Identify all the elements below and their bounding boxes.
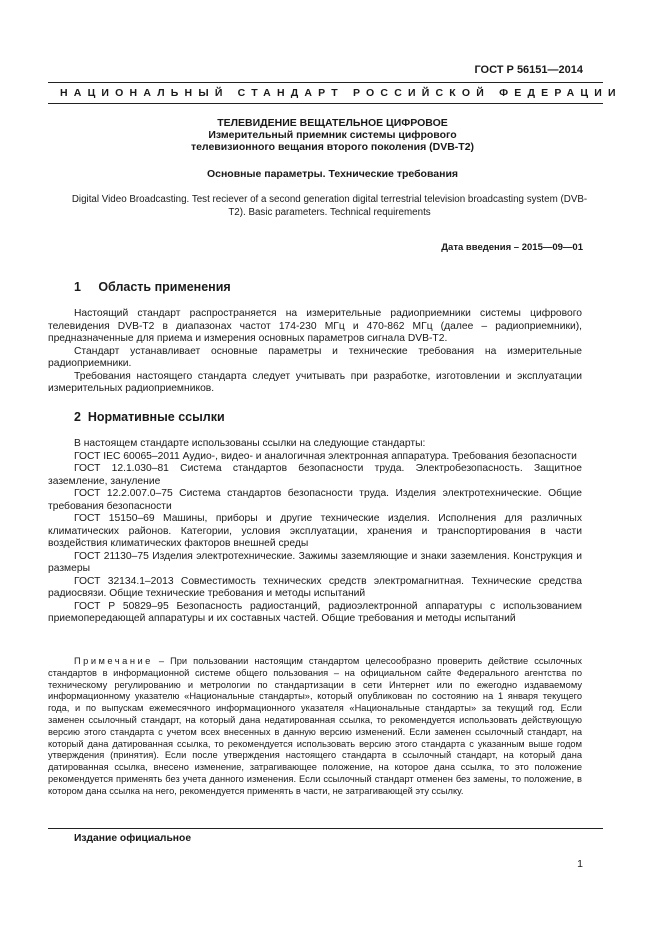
reference-item: ГОСТ 12.1.030–81 Система стандартов безопасности труда. Электробезопасность. Защитное заземление, зануление (48, 463, 582, 487)
section-2-heading: 2 Нормативные ссылки (74, 410, 225, 424)
note-text: – При пользовании настоящим стандартом целесообразно проверить действие ссылочных стандартов в информационной системе общего пользования – на официальном сайте Федерального агентства по техническому регулированию и метрологии по стандартизации в сети Интернет или по ежегодно издаваемому информационному указателю «Национальные стандарты», который опубликован по состоянию на 1 января текущего года, и по выпускам ежемесячного информационного указателя «Национальные стандарты» за текущий год. Если заменен ссылочный стандарт, на который дана недатированная ссылка, то рекомендуется использовать действующую версию этого стандарта с учетом всех внесенных в данную версию изменений. Если заменен ссылочный стандарт, на который дана датированная ссылка, то рекомендуется использовать версию этого стандарта с указанным выше годом утверждения (принятия). Если после утверждения настоящего стандарта в ссылочный стандарт, на который дана датированная ссылка, внесено изменение, затрагивающее положение, на которое дана ссылка, то это положение рекомендуется применять без учета данного изменения. Если ссылочный стандарт отменен без замены, то положение, в котором дана ссылка на него, рекомендуется применять в части, не затрагивающей эту ссылку. (48, 656, 582, 796)
document-number: ГОСТ Р 56151—2014 (474, 64, 583, 76)
title-line-1: ТЕЛЕВИДЕНИЕ ВЕЩАТЕЛЬНОЕ ЦИФРОВОЕ (217, 117, 448, 129)
section-1-body (48, 308, 582, 396)
reference-item: ГОСТ 32134.1–2013 Совместимость технических средств электромагнитная. Технические средства радиосвязи. Общие технические требования и методы испытаний (48, 575, 582, 599)
paragraph: Настоящий стандарт распространяется на измерительные радиоприемники системы цифрового телевидения DVB-T2 в диапазонах частот 174-230 МГц и 470-862 МГц (далее – радиоприемники), предназначенные для приема и измерения основных параметров сигнала DVB-T2. (48, 308, 582, 344)
section-2-body (48, 438, 582, 626)
reference-item: ГОСТ 15150–69 Машины, приборы и другие технические изделия. Исполнения для различных климатических районов. Категории, условия эксплуатации, хранения и транспортирования в части воздействия климатических факторов внешней среды (48, 513, 582, 549)
national-standard-banner: НАЦИОНАЛЬНЫЙ СТАНДАРТ РОССИЙСКОЙ ФЕДЕРАЦИИ (60, 87, 622, 99)
title-line-2: Измерительный приемник системы цифрового (208, 129, 457, 141)
reference-item: ГОСТ 12.2.007.0–75 Система стандартов безопасности труда. Изделия электротехнические. Общие требования безопасности (48, 488, 582, 512)
reference-item: ГОСТ 21130–75 Изделия электротехнические. Зажимы заземляющие и знаки заземления. Конструкция и размеры (48, 550, 582, 574)
title-line-3: телевизионного вещания второго поколения (DVB-T2) (190, 141, 475, 153)
paragraph: В настоящем стандарте использованы ссылки на следующие стандарты: (74, 438, 426, 449)
reference-item: ГОСТ IEC 60065–2011 Аудио-, видео- и аналогичная электронная аппаратура. Требования безопасности (74, 450, 577, 462)
banner-divider (48, 103, 603, 104)
footer-divider (48, 828, 603, 829)
note-label: Примечание (74, 656, 153, 666)
reference-item: ГОСТ Р 50829–95 Безопасность радиостанций, радиоэлектронной аппаратуры с использованием приемопередающей аппаратуры и их составных частей. Общие требования и методы испытаний (48, 600, 582, 624)
english-title-line-2: T2). Basic parameters. Technical requirements (228, 207, 431, 218)
english-title (52, 193, 607, 219)
document-subtitle: Основные параметры. Технические требования (206, 168, 459, 180)
page-number: 1 (577, 858, 583, 870)
official-edition: Издание официальное (74, 833, 192, 844)
header-divider (48, 82, 603, 83)
paragraph: Стандарт устанавливает основные параметры и технические требования на измерительные радиоприемники. (48, 345, 582, 369)
section-1-heading: 1 Область применения (74, 280, 231, 294)
english-title-line-1: Digital Video Broadcasting. Test reciever of a second generation digital terrestrial television broadcasting system (DVB- (71, 194, 588, 205)
introduction-date: Дата введения – 2015—09—01 (441, 242, 583, 253)
paragraph: Требования настоящего стандарта следует учитывать при разработке, изготовлении и эксплуатации измерительных радиоприемников. (48, 370, 582, 394)
document-title (60, 117, 605, 153)
note (48, 656, 582, 798)
